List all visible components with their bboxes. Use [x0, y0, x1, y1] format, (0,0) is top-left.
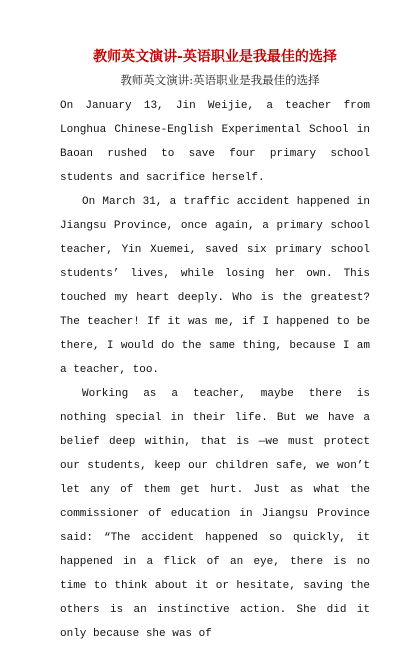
- document-title: 教师英文演讲-英语职业是我最佳的选择: [93, 49, 337, 65]
- paragraph-1: On January 13, Jin Weijie, a teacher from Longhua Chinese-English Experimental School in Baoan rushed to save four primary school students and sacrifice herself.: [60, 100, 370, 184]
- paragraph-3: Working as a teacher, maybe there is nothing special in their life. But we have a belief deep within, that is —we must protect our students, keep our children safe, we won’t let any of them get hurt. Just as what the commissioner of education in Jiangsu Province said: “The accident happened so quickly, it happened in a flick of an eye, there is no time to think about it or hesitate, saving the others is an instinctive action. She did it only because she was of: [60, 388, 370, 640]
- document-subtitle: 教师英文演讲:英语职业是我最佳的选择: [120, 73, 320, 87]
- paragraph-2: On March 31, a traffic accident happened in Jiangsu Province, once again, a primary school teacher, Yin Xuemei, saved six primary school students’ lives, while losing her own. This touched my heart deeply. Who is the greatest? The teacher! If it was me, if I happened to be there, I would do the same thing, because I am a teacher, too.: [60, 196, 370, 376]
